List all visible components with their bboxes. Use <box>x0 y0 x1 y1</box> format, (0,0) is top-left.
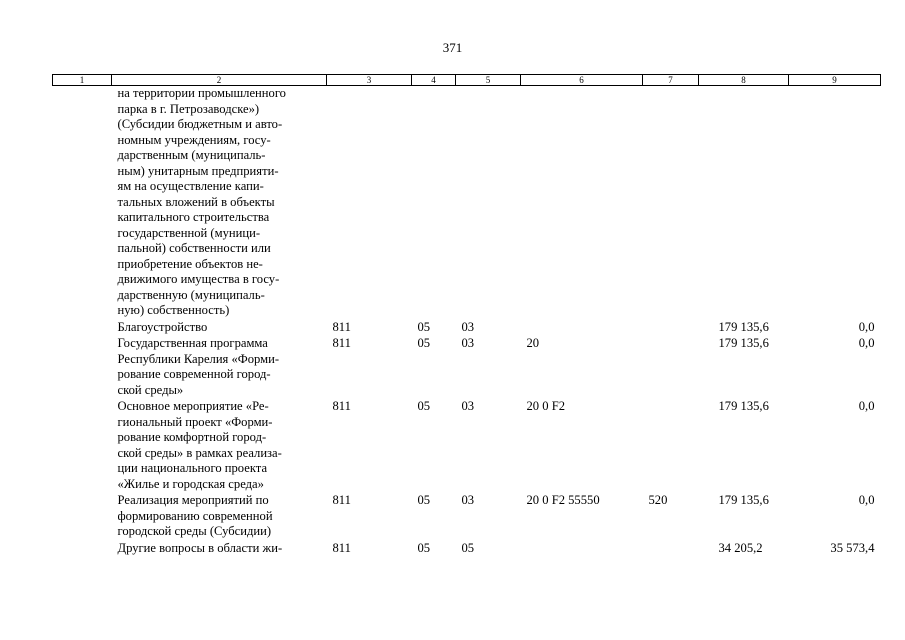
cell-c7 <box>643 399 699 493</box>
column-header-5: 5 <box>456 75 521 86</box>
cell-c9: 0,0 <box>858 319 875 334</box>
page-number: 371 <box>442 40 463 55</box>
cell-c3 <box>327 86 412 320</box>
cell-c9 <box>789 86 881 320</box>
cell-c6 <box>521 541 643 558</box>
column-header-7: 7 <box>643 75 699 86</box>
cell-c7 <box>643 541 699 558</box>
name-line: ную) собственность) <box>117 303 230 317</box>
cell-col-1 <box>53 86 112 320</box>
cell-c4: 05 <box>417 540 431 555</box>
cell-c7 <box>643 336 699 399</box>
name-line: Основное мероприятие «Ре- <box>117 399 269 413</box>
name-line: ции национального проекта <box>117 461 268 475</box>
cell-c8: 179 135,6 <box>718 493 769 507</box>
cell-c7: 520 <box>648 493 668 507</box>
name-line: гиональный проект «Форми- <box>117 414 273 429</box>
name-line: ской среды» в рамках реализа- <box>117 445 282 460</box>
cell-c9: 35 573,4 <box>830 540 875 555</box>
cell-c7 <box>643 320 699 337</box>
cell-c4 <box>412 86 456 320</box>
cell-c3: 811 <box>332 493 351 507</box>
name-line: государственной (муници- <box>117 225 261 240</box>
header-row <box>53 75 881 86</box>
cell-col-1 <box>53 541 112 558</box>
name-line: Реализация мероприятий по <box>117 493 269 507</box>
column-header-8: 8 <box>699 75 789 86</box>
cell-col-1 <box>53 493 112 541</box>
cell-name <box>112 399 327 493</box>
name-line: капитального строительства <box>117 210 270 224</box>
column-header-3: 3 <box>327 75 412 86</box>
cell-c5: 03 <box>461 336 475 350</box>
column-header-4: 4 <box>412 75 456 86</box>
cell-c3: 811 <box>332 336 351 350</box>
cell-name <box>112 86 327 320</box>
column-header-9: 9 <box>789 75 881 86</box>
cell-c3: 811 <box>332 399 351 413</box>
cell-c3: 811 <box>332 319 351 334</box>
name-line: рование современной город- <box>117 367 271 381</box>
name-line: движимого имущества в госу- <box>117 272 280 286</box>
cell-c6: 20 0 F2 <box>526 399 565 413</box>
cell-c8: 179 135,6 <box>718 319 769 334</box>
name-line: ям на осуществление капи- <box>117 179 264 193</box>
cell-c6: 20 0 F2 55550 <box>526 493 600 507</box>
cell-c6 <box>521 86 643 320</box>
cell-c6 <box>521 320 643 337</box>
table-row <box>53 336 881 399</box>
cell-name <box>112 320 327 337</box>
table-row <box>53 493 881 541</box>
cell-c9: 0,0 <box>858 336 875 350</box>
cell-c4: 05 <box>417 336 431 350</box>
name-line: парка в г. Петрозаводске») <box>117 101 260 116</box>
cell-c5 <box>456 86 521 320</box>
column-header-2: 2 <box>112 75 327 86</box>
cell-col-1 <box>53 320 112 337</box>
name-line: (Субсидии бюджетным и авто- <box>117 117 283 131</box>
cell-c7 <box>643 86 699 320</box>
name-line: Благоустройство <box>117 319 208 334</box>
cell-name <box>112 541 327 558</box>
name-line: ным) унитарным предприяти- <box>117 163 279 178</box>
cell-c9: 0,0 <box>858 399 875 413</box>
name-line: Республики Карелия «Форми- <box>117 351 280 366</box>
cell-c4: 05 <box>417 319 431 334</box>
name-line: пальной) собственности или <box>117 241 271 255</box>
cell-c4: 05 <box>417 493 431 507</box>
cell-c5: 05 <box>461 540 475 555</box>
cell-c8: 179 135,6 <box>718 399 769 413</box>
table-row <box>53 86 881 320</box>
name-line: тальных вложений в объекты <box>117 194 275 209</box>
name-line: номным учреждениям, госу- <box>117 132 271 147</box>
cell-name <box>112 336 327 399</box>
budget-table <box>52 74 881 557</box>
name-line: Другие вопросы в области жи- <box>117 540 283 555</box>
cell-c5: 03 <box>461 493 475 507</box>
cell-col-1 <box>53 336 112 399</box>
cell-name <box>112 493 327 541</box>
name-line: приобретение объектов не- <box>117 256 263 271</box>
cell-col-1 <box>53 399 112 493</box>
cell-c8: 34 205,2 <box>718 540 763 555</box>
name-line: дарственным (муниципаль- <box>117 148 266 162</box>
cell-c5: 03 <box>461 399 475 413</box>
table-body <box>53 86 881 558</box>
name-line: ской среды» <box>117 382 184 397</box>
table-row <box>53 399 881 493</box>
table-row <box>53 541 881 558</box>
name-line: формированию современной <box>117 508 273 523</box>
name-line: городской среды (Субсидии) <box>117 524 272 538</box>
cell-c5: 03 <box>461 319 475 334</box>
name-line: дарственную (муниципаль- <box>117 287 265 302</box>
table-row <box>53 320 881 337</box>
column-header-6: 6 <box>521 75 643 86</box>
column-header-1: 1 <box>53 75 112 86</box>
cell-c6: 20 <box>526 336 540 350</box>
cell-c8 <box>699 86 789 320</box>
name-line: «Жилье и городская среда» <box>117 476 264 491</box>
name-line: на территории промышленного <box>117 86 286 100</box>
name-line: Государственная программа <box>117 336 268 350</box>
cell-c3: 811 <box>332 540 351 555</box>
cell-c9: 0,0 <box>858 493 875 507</box>
cell-c8: 179 135,6 <box>718 336 769 350</box>
name-line: рование комфортной город- <box>117 430 267 444</box>
cell-c4: 05 <box>417 399 431 413</box>
